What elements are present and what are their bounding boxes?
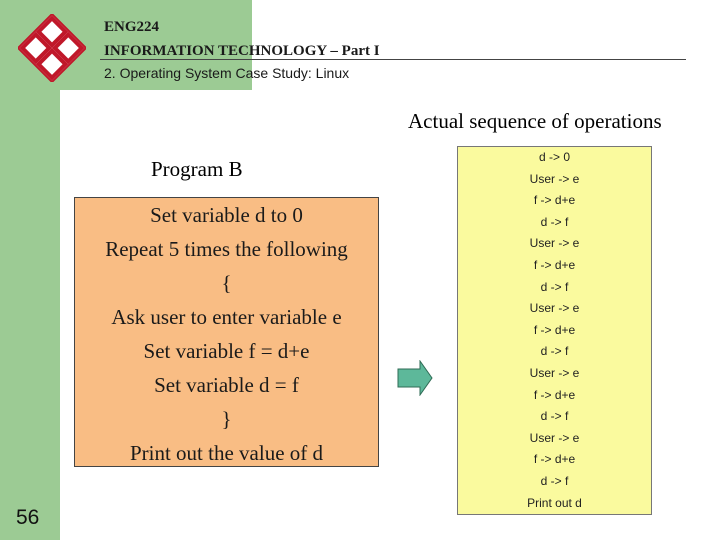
sequence-step: User -> e [529, 172, 580, 186]
code-line: Set variable d = f [154, 373, 299, 397]
sequence-step: User -> e [529, 236, 580, 250]
course-code: ENG224 [104, 19, 160, 35]
sequence-step: f -> d+e [533, 193, 576, 207]
code-line: Repeat 5 times the following [105, 237, 348, 261]
sequence-step: f -> d+e [533, 388, 576, 402]
sequence-step: Print out d [527, 496, 582, 510]
sequence-step: f -> d+e [533, 258, 576, 272]
sequence-step: User -> e [529, 431, 580, 445]
sequence-step: d -> f [540, 215, 569, 229]
code-line: Set variable f = d+e [143, 339, 310, 363]
program-label: Program B [151, 157, 243, 181]
course-title: INFORMATION TECHNOLOGY – Part I [104, 43, 380, 59]
sequence-step: d -> f [540, 474, 569, 488]
sequence-step: d -> f [540, 344, 569, 358]
code-line: { [221, 271, 232, 295]
chapter-title: 2. Operating System Case Study: Linux [104, 65, 350, 81]
code-line: Print out the value of d [129, 441, 324, 465]
sequence-step: User -> e [529, 366, 580, 380]
program-code-box [74, 197, 379, 467]
sequence-step: f -> d+e [533, 323, 576, 337]
sequence-step: f -> d+e [533, 452, 576, 466]
code-line: } [221, 407, 232, 431]
sequence-step: d -> f [540, 409, 569, 423]
sequence-step: d -> 0 [538, 150, 571, 164]
sequence-box [457, 146, 652, 515]
university-logo [18, 14, 86, 82]
code-line: Set variable d to 0 [150, 203, 303, 227]
sequence-step: User -> e [529, 301, 580, 315]
sequence-title: Actual sequence of operations [408, 109, 662, 133]
page-number: 56 [16, 506, 40, 529]
code-line: Ask user to enter variable e [111, 305, 342, 329]
sequence-step: d -> f [540, 280, 569, 294]
right-arrow-icon [397, 360, 433, 396]
header-divider [100, 59, 686, 60]
